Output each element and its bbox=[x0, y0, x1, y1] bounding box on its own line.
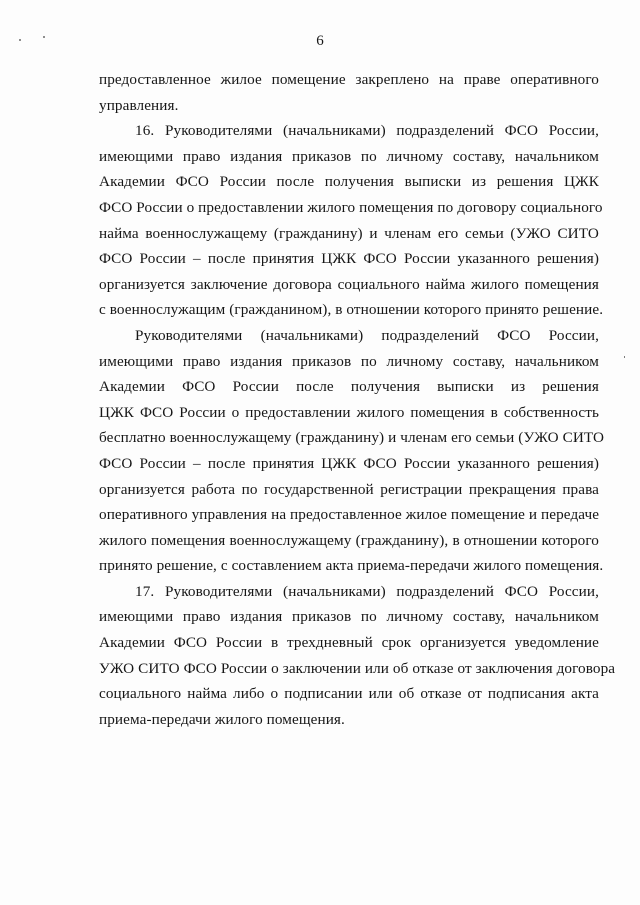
paragraph-continuation bbox=[99, 67, 599, 118]
text-line: организуется работа по государственной регистрации прекращения права bbox=[99, 480, 599, 498]
text-line: управления. bbox=[99, 96, 179, 114]
text-line: имеющими право издания приказов по личному составу, начальником bbox=[99, 608, 599, 626]
text-line: имеющими право издания приказов по личному составу, начальником bbox=[99, 352, 599, 370]
text-line: ФСО России о предоставлении жилого помещения по договору социального bbox=[99, 198, 603, 216]
text-line: ФСО России – после принятия ЦЖК ФСО России указанного решения) bbox=[99, 454, 599, 472]
text-line: имеющими право издания приказов по личному составу, начальником bbox=[99, 147, 599, 165]
text-line: жилого помещения военнослужащему (гражданину), в отношении которого bbox=[99, 531, 599, 549]
text-line: УЖО СИТО ФСО России о заключении или об отказе от заключения договора bbox=[99, 659, 616, 677]
text-line: с военнослужащим (гражданином), в отношении которого принято решение. bbox=[99, 301, 604, 319]
text-line: найма военнослужащему (гражданину) и членам его семьи (УЖО СИТО bbox=[99, 224, 599, 242]
paragraph-item-17 bbox=[99, 579, 616, 733]
text-line: предоставленное жилое помещение закреплено на праве оперативного bbox=[99, 71, 599, 88]
text-line: принято решение, с составлением акта приема-передачи жилого помещения. bbox=[99, 557, 604, 575]
body-text bbox=[99, 67, 616, 732]
scan-speck bbox=[43, 36, 45, 38]
text-line: ЦЖК ФСО России о предоставлении жилого помещения в собственность bbox=[99, 403, 599, 421]
text-line: ФСО России – после принятия ЦЖК ФСО России указанного решения) bbox=[99, 250, 599, 268]
paragraph-ownership bbox=[99, 323, 605, 579]
text-line: 16. Руководителями (начальниками) подразделений ФСО России, bbox=[135, 122, 599, 140]
text-line: 17. Руководителями (начальниками) подразделений ФСО России, bbox=[135, 582, 599, 600]
scan-speck bbox=[624, 356, 625, 358]
text-line: организуется заключение договора социального найма жилого помещения bbox=[99, 275, 599, 293]
page-number: 6 bbox=[316, 33, 324, 49]
scan-speck bbox=[19, 39, 21, 41]
text-line: Академии ФСО России после получения выписки из решения bbox=[99, 378, 599, 396]
text-line: бесплатно военнослужащему (гражданину) и членам его семьи (УЖО СИТО bbox=[99, 429, 605, 447]
paragraph-item-16 bbox=[99, 118, 604, 323]
text-line: оперативного управления на предоставленное жилое помещение и передаче bbox=[99, 506, 600, 524]
text-line: приема-передачи жилого помещения. bbox=[99, 710, 345, 728]
text-line: Академии ФСО России в трехдневный срок организуется уведомление bbox=[99, 634, 599, 652]
text-line: социального найма либо о подписании или об отказе от подписания акта bbox=[99, 685, 599, 703]
text-line: Руководителями (начальниками) подразделений ФСО России, bbox=[135, 326, 599, 344]
text-line: Академии ФСО России после получения выписки из решения ЦЖК bbox=[99, 173, 599, 191]
